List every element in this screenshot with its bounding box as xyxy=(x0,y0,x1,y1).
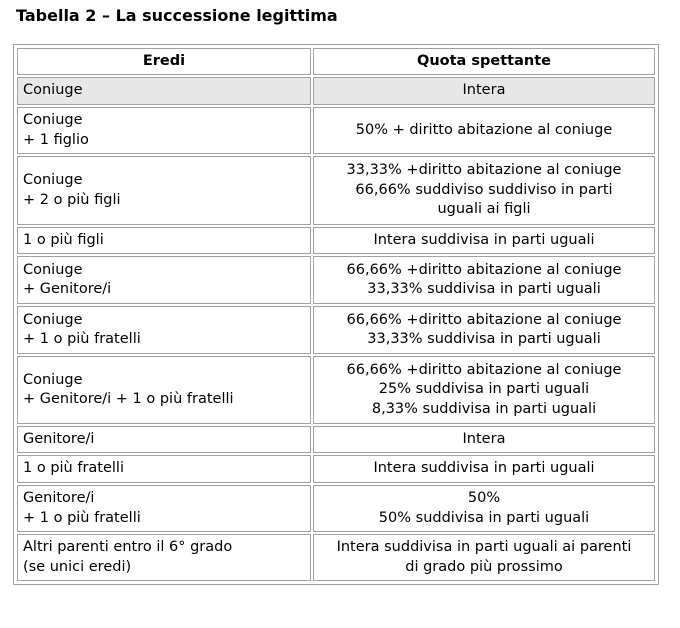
cell-eredi xyxy=(17,356,311,424)
quota-line: Intera xyxy=(462,430,506,447)
eredi-line: Coniuge xyxy=(23,172,83,188)
table-row xyxy=(17,356,655,424)
cell-eredi xyxy=(17,426,311,453)
eredi-line: Coniuge xyxy=(23,112,83,128)
table-header-row xyxy=(17,48,655,75)
quota-line: 66,66% +diritto abitazione al coniuge xyxy=(346,361,622,378)
cell-eredi xyxy=(17,306,311,354)
eredi-line: Genitore/i xyxy=(23,490,95,506)
succession-table-frame xyxy=(13,44,659,585)
eredi-line: Genitore/i xyxy=(23,430,95,447)
eredi-line: 1 o più figli xyxy=(23,231,104,248)
eredi-line: + 1 o più fratelli xyxy=(23,331,141,347)
quota-line: 66,66% +diritto abitazione al coniuge xyxy=(346,261,622,278)
cell-quota xyxy=(313,306,655,354)
table-row xyxy=(17,256,655,304)
quota-line: 50% + diritto abitazione al coniuge xyxy=(355,121,613,138)
quota-line: Intera suddivisa in parti uguali xyxy=(373,460,595,477)
table-row xyxy=(17,107,655,154)
table-row xyxy=(17,227,655,254)
quota-line: 50% suddivisa in parti uguali xyxy=(378,509,590,526)
quota-line: 50% xyxy=(467,490,501,506)
cell-quota xyxy=(313,156,655,225)
table-row xyxy=(17,455,655,483)
cell-eredi xyxy=(17,256,311,304)
header-quota-spettante: Quota spettante xyxy=(313,48,655,75)
cell-eredi xyxy=(17,77,311,105)
cell-quota xyxy=(313,356,655,424)
eredi-line: + 2 o più figli xyxy=(23,191,121,208)
quota-line: 25% suddivisa in parti uguali xyxy=(378,381,590,398)
succession-table xyxy=(15,46,657,583)
eredi-line: 1 o più fratelli xyxy=(23,460,124,477)
table-row xyxy=(17,426,655,453)
table-row xyxy=(17,534,655,581)
quota-line: 8,33% suddivisa in parti uguali xyxy=(371,400,597,417)
cell-eredi xyxy=(17,534,311,581)
table-row xyxy=(17,77,655,105)
cell-eredi xyxy=(17,227,311,254)
quota-line: 33,33% suddivisa in parti uguali xyxy=(367,281,601,297)
cell-quota xyxy=(313,107,655,154)
header-eredi: Eredi xyxy=(17,48,311,75)
quota-line: di grado più prossimo xyxy=(405,558,563,575)
cell-quota xyxy=(313,534,655,581)
cell-eredi xyxy=(17,485,311,532)
eredi-line: (se unici eredi) xyxy=(23,558,132,575)
cell-quota xyxy=(313,485,655,532)
quota-line: 66,66% +diritto abitazione al coniuge xyxy=(346,311,622,328)
cell-eredi xyxy=(17,455,311,483)
cell-quota xyxy=(313,256,655,304)
cell-quota xyxy=(313,227,655,254)
quota-line: uguali ai figli xyxy=(437,201,531,218)
eredi-line: Coniuge xyxy=(23,82,83,99)
table-title: Tabella 2 – La successione legittima xyxy=(16,6,338,25)
quota-line: Intera suddivisa in parti uguali xyxy=(373,231,595,248)
eredi-line: Coniuge xyxy=(23,311,83,328)
eredi-line: Altri parenti entro il 6° grado xyxy=(23,539,233,555)
cell-eredi xyxy=(17,156,311,225)
eredi-line: Coniuge xyxy=(23,371,83,388)
table-row xyxy=(17,306,655,354)
quota-line: 66,66% suddiviso suddiviso in parti xyxy=(355,181,613,198)
cell-quota xyxy=(313,426,655,453)
table-row xyxy=(17,156,655,225)
table-row xyxy=(17,485,655,532)
eredi-line: + 1 figlio xyxy=(23,131,89,148)
eredi-line: Coniuge xyxy=(23,261,83,278)
eredi-line: + Genitore/i xyxy=(23,281,112,297)
cell-eredi xyxy=(17,107,311,154)
cell-quota xyxy=(313,77,655,105)
eredi-line: + Genitore/i + 1 o più fratelli xyxy=(23,391,234,407)
quota-line: Intera xyxy=(462,82,506,99)
quota-line: 33,33% suddivisa in parti uguali xyxy=(367,331,601,347)
quota-line: 33,33% +diritto abitazione al coniuge xyxy=(346,162,622,179)
quota-line: Intera suddivisa in parti uguali ai parenti xyxy=(336,539,632,555)
cell-quota xyxy=(313,455,655,483)
eredi-line: + 1 o più fratelli xyxy=(23,509,141,526)
